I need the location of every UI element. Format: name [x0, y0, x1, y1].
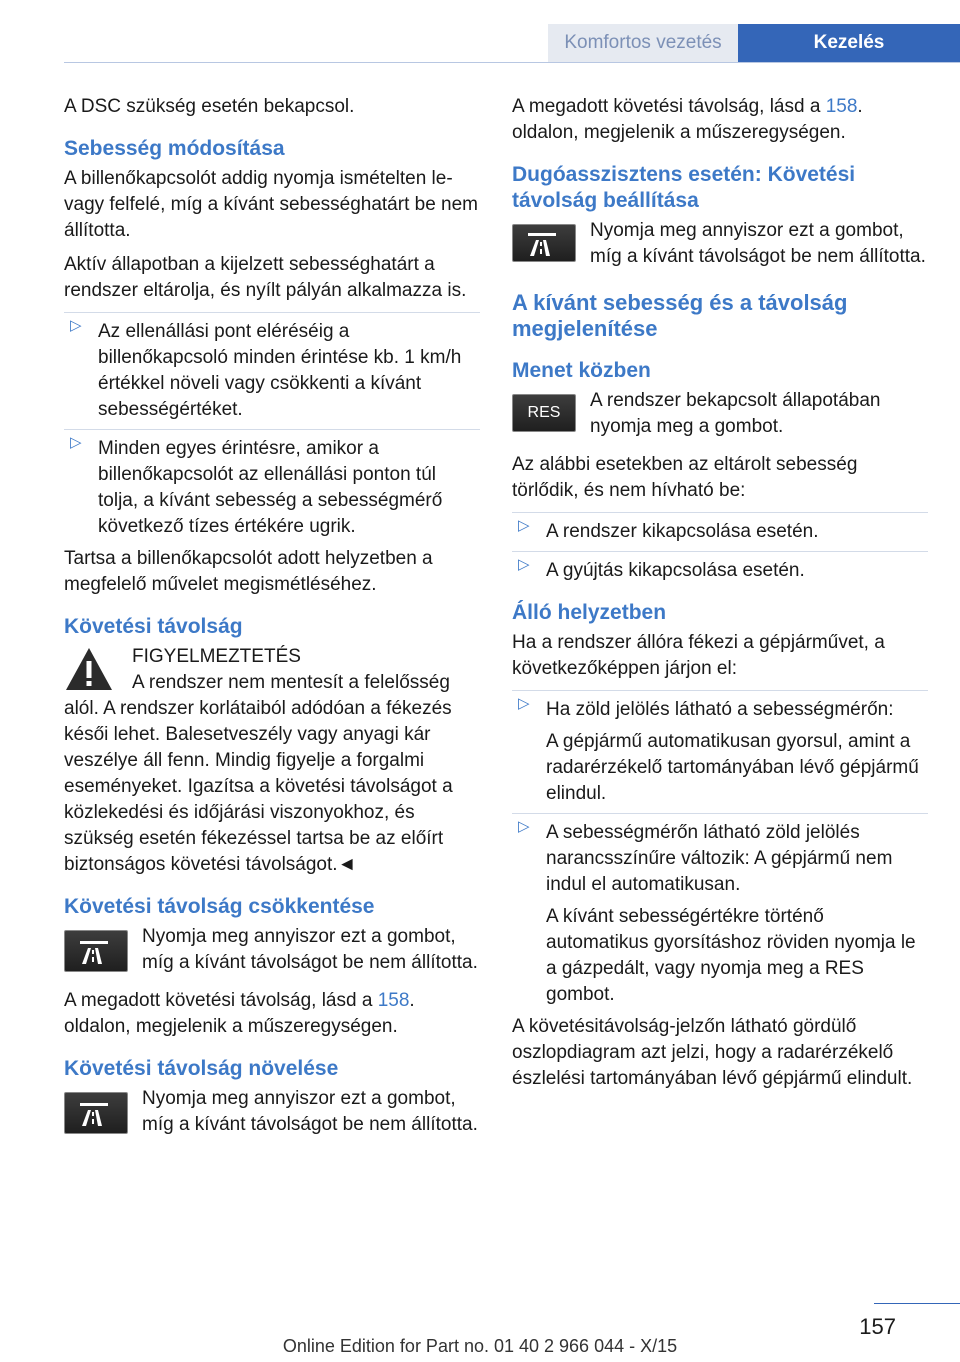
decrease-text: Nyomja meg annyiszor ezt a gombot, míg a kívánt távolságot be nem állította. — [142, 926, 478, 973]
list-item — [512, 690, 928, 807]
footer-divider — [874, 1303, 960, 1304]
list-item — [64, 429, 480, 540]
page-link[interactable]: 158 — [825, 96, 858, 117]
paragraph: A követésitávolság-jelzőn látható gördülő oszlopdiagram azt jelzi, hogy a radarérzékelő észlelési tartományában lévő gépjármű elindult. — [512, 1016, 913, 1089]
list-item-text: Az ellenállási pont eléréséig a billenőkapcsoló minden érintése kb. 1 km/h értékkel növeli vagy csökkenti a kívánt sebességértéket. — [98, 321, 462, 420]
bullet-icon: ▷ — [70, 317, 82, 334]
heading-speed-adjust: Sebesség módosítása — [64, 137, 285, 160]
paragraph: Az alábbi esetekben az eltárolt sebesség törlődik, és nem hívható be: — [512, 454, 858, 501]
page-number: 157 — [859, 1314, 896, 1339]
page-link[interactable]: 158 — [377, 990, 410, 1011]
distance-button-icon — [64, 930, 128, 972]
distance-button-icon — [64, 1092, 128, 1134]
heading-follow-distance: Követési távolság — [64, 615, 243, 638]
bullet-icon: ▷ — [518, 818, 530, 835]
heading-standstill: Álló helyzetben — [512, 601, 667, 624]
road-icon — [76, 1099, 116, 1127]
list-item-text: A gyújtás kikapcsolása esetén. — [546, 560, 805, 581]
heading-decrease-distance: Követési távolság csökkentése — [64, 895, 375, 918]
list-item-text: A rendszer kikapcsolása esetén. — [546, 521, 819, 542]
list-item — [512, 512, 928, 545]
paragraph: Ha a rendszer állóra fékezi a gépjárművet, a következőképpen járjon el: — [512, 632, 885, 679]
paragraph: Tartsa a billenőkapcsolót adott helyzetben a megfelelő művelet megismétléséhez. — [64, 548, 433, 595]
assist-block — [512, 218, 928, 270]
res-button-icon — [512, 394, 576, 432]
res-text: A rendszer bekapcsolt állapotában nyomja meg a gombot. — [590, 390, 881, 437]
warning-block — [64, 644, 480, 878]
bullet-list — [64, 312, 480, 540]
bullet-icon: ▷ — [518, 517, 530, 534]
res-label: RES — [527, 404, 561, 421]
list-item-text: Ha zöld jelölés látható a sebességmérőn: — [546, 699, 894, 720]
increase-text: Nyomja meg annyiszor ezt a gombot, míg a kívánt távolságot be nem állította. — [142, 1088, 478, 1135]
decrease-block — [64, 924, 480, 976]
heading-while-driving: Menet közben — [512, 359, 651, 382]
bullet-icon: ▷ — [518, 556, 530, 573]
bullet-list — [512, 512, 928, 584]
header-divider — [64, 62, 960, 63]
list-item — [512, 813, 928, 1008]
tab-chapter[interactable]: Kezelés — [738, 24, 960, 62]
heading-increase-distance: Követési távolság növelése — [64, 1057, 339, 1080]
paragraph: A DSC szükség esetén bekapcsol. — [64, 96, 355, 117]
list-item — [512, 551, 928, 584]
right-column — [512, 94, 928, 1100]
reference-paragraph: A megadott követési távolság, lásd a 158. oldalon, megjelenik a műszeregységen. — [64, 990, 415, 1037]
road-icon — [76, 937, 116, 965]
bullet-icon: ▷ — [518, 695, 530, 712]
heading-traffic-jam-assist: Dugóasszisztens esetén: Követési távolság beállítása — [512, 163, 856, 212]
road-icon — [524, 229, 564, 257]
reference-paragraph: A megadott követési távolság, lásd a 158. oldalon, megjelenik a műszeregységen. — [512, 96, 863, 143]
bullet-list — [512, 690, 928, 1008]
tab-section[interactable]: Komfortos vezetés — [548, 24, 738, 62]
list-item-subtext: A kívánt sebességértékre történő automatikus gyorsításhoz röviden nyomja le a gázpedált, vagy nyomja meg a RES gombot. — [546, 906, 916, 1005]
header-tabs — [548, 24, 960, 62]
list-item — [64, 312, 480, 423]
res-block — [512, 388, 928, 440]
distance-button-icon — [512, 224, 576, 262]
assist-text: Nyomja meg annyiszor ezt a gombot, míg a kívánt távolságot be nem állította. — [590, 220, 926, 267]
list-item-text: Minden egyes érintésre, amikor a billenőkapcsolót az ellenállási ponton túl tolja, a kívánt sebesség a sebességmérő következő tízes értékére ugrik. — [98, 438, 443, 537]
edition-footer: Online Edition for Part no. 01 40 2 966 044 - X/15 — [282, 1336, 678, 1356]
list-item-text: A sebességmérőn látható zöld jelölés narancsszínűre változik: A gépjármű nem indul el automatikusan. — [546, 822, 893, 895]
paragraph: A billenőkapcsolót addig nyomja ismételten le- vagy felfelé, míg a kívánt sebességhatárt be nem állította. — [64, 168, 479, 241]
warning-icon — [64, 646, 114, 692]
increase-block — [64, 1086, 480, 1138]
warning-text: A rendszer nem mentesít a felelősség alól. A rendszer korlátaiból adódóan a fékezés késői lehet. Balesetveszély vagy anyagi kár veszélye áll fenn. Mindig figyelje a forgalmi eseményeket. Igazítsa a követési távolságot a közlekedési és időjárási viszonyokhoz, és szükség esetén fékezéssel tartsa be az előírt biztonságos követési távolságot.◄ — [64, 672, 453, 875]
list-item-subtext: A gépjármű automatikusan gyorsul, amint a radarérzékelő tartományában lévő gépjármű elindul. — [546, 731, 919, 804]
heading-display: A kívánt sebesség és a távolság megjelenítése — [512, 290, 848, 341]
paragraph: Aktív állapotban a kijelzett sebességhatárt a rendszer eltárolja, és nyílt pályán alkalmazza is. — [64, 254, 467, 301]
warning-title: FIGYELMEZTETÉS — [132, 646, 301, 667]
left-column — [64, 94, 480, 1150]
bullet-icon: ▷ — [70, 434, 82, 451]
